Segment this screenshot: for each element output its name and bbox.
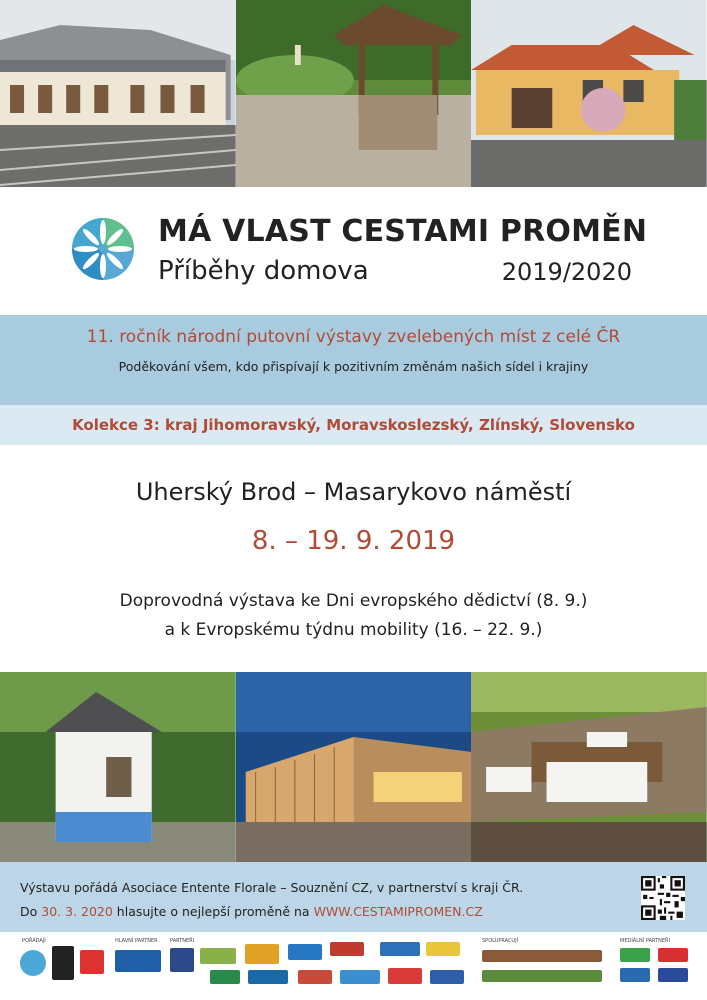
partner-logo-cooperating-row-1 [482, 950, 602, 962]
collection-band [0, 405, 707, 445]
edition-headline: 11. ročník národní putovní výstavy zvelebených míst z celé ČR [86, 327, 621, 347]
organizer-text: Výstavu pořádá Asociace Entente Florale – Souznění CZ, v partnerství s kraji ČR. [20, 880, 524, 895]
partners-group-cooperating: SPOLUPRACUJÍ [482, 938, 519, 944]
accompanying-text-2: a k Evropskému týdnu mobility (16. – 22. 9.) [164, 620, 543, 640]
page-title: MÁ VLAST CESTAMI PROMĚN [158, 214, 648, 249]
partner-logo-kam [658, 968, 688, 982]
accompanying-text-1: Doprovodná výstava ke Dni evropského dědictví (8. 9.) [119, 591, 588, 611]
photo-railway-station [0, 0, 236, 187]
partner-logo-senat [170, 948, 194, 972]
partners-group-main: HLAVNÍ PARTNER [115, 938, 158, 944]
vote-text [20, 904, 483, 919]
vote-middle: hlasujte o nejlepší proměně na [112, 904, 314, 919]
partner-logo-media-1 [620, 948, 650, 962]
exhibition-dates: 8. – 19. 9. 2019 [251, 526, 456, 556]
photo-chapel [0, 672, 236, 862]
qr-code-icon[interactable] [641, 876, 685, 920]
page-subtitle: Příběhy domova [158, 256, 369, 286]
partner-logo-pardubicky [380, 942, 420, 956]
partner-logo-dark [52, 946, 74, 980]
photo-castle-ruins [471, 672, 707, 862]
flower-logo-icon [72, 218, 134, 280]
partners-group-partners: PARTNEŘI [170, 938, 195, 944]
partner-logo-plzensky [388, 968, 422, 984]
footer-band [0, 862, 707, 932]
partner-logo-ustecky [426, 942, 460, 956]
partners-group-media: MEDIÁLNÍ PARTNEŘI [620, 938, 670, 944]
partner-logo-red [80, 950, 104, 974]
partner-logo-ministry [200, 948, 236, 964]
bottom-photo-strip [0, 672, 707, 862]
partner-logo-karlovarsky [115, 950, 161, 972]
partner-logo-zlinsky [430, 970, 464, 984]
partner-logo-region-2 [288, 944, 322, 960]
partner-logo-cooperating-row-2 [482, 970, 602, 982]
year-label: 2019/2020 [501, 258, 632, 286]
photo-post-office [236, 672, 472, 862]
collection-label: Kolekce 3: kraj Jihomoravský, Moravskoslezský, Zlínský, Slovensko [72, 416, 635, 434]
partner-logo-nase-rodina [658, 948, 688, 962]
vote-deadline: 30. 3. 2020 [41, 904, 113, 919]
photo-cultural-house [471, 0, 707, 187]
exhibition-place: Uherský Brod – Masarykovo náměstí [135, 478, 572, 506]
partners-group-organizers: POŘÁDAJÍ [22, 938, 46, 944]
partner-logo-region-4 [210, 970, 240, 984]
vote-prefix: Do [20, 904, 42, 919]
edition-thanks: Poděkování všem, kdo přispívají k pozitivním změnám našich sídel i krajiny [118, 359, 589, 374]
website-link[interactable]: WWW.CESTAMIPROMEN.CZ [313, 904, 483, 919]
partner-logo-region-6 [298, 970, 332, 984]
partner-logo-region-1 [245, 944, 279, 964]
partner-logo-region-3 [330, 942, 364, 956]
partner-logo-region-7 [340, 970, 380, 984]
photo-well [236, 0, 472, 187]
partner-logo-region-5 [248, 970, 288, 984]
edition-band [0, 315, 707, 405]
partner-logo-souzneni [20, 950, 46, 976]
partner-logos [0, 932, 707, 1000]
top-photo-strip [0, 0, 707, 187]
partner-logo-media-2 [620, 968, 650, 982]
